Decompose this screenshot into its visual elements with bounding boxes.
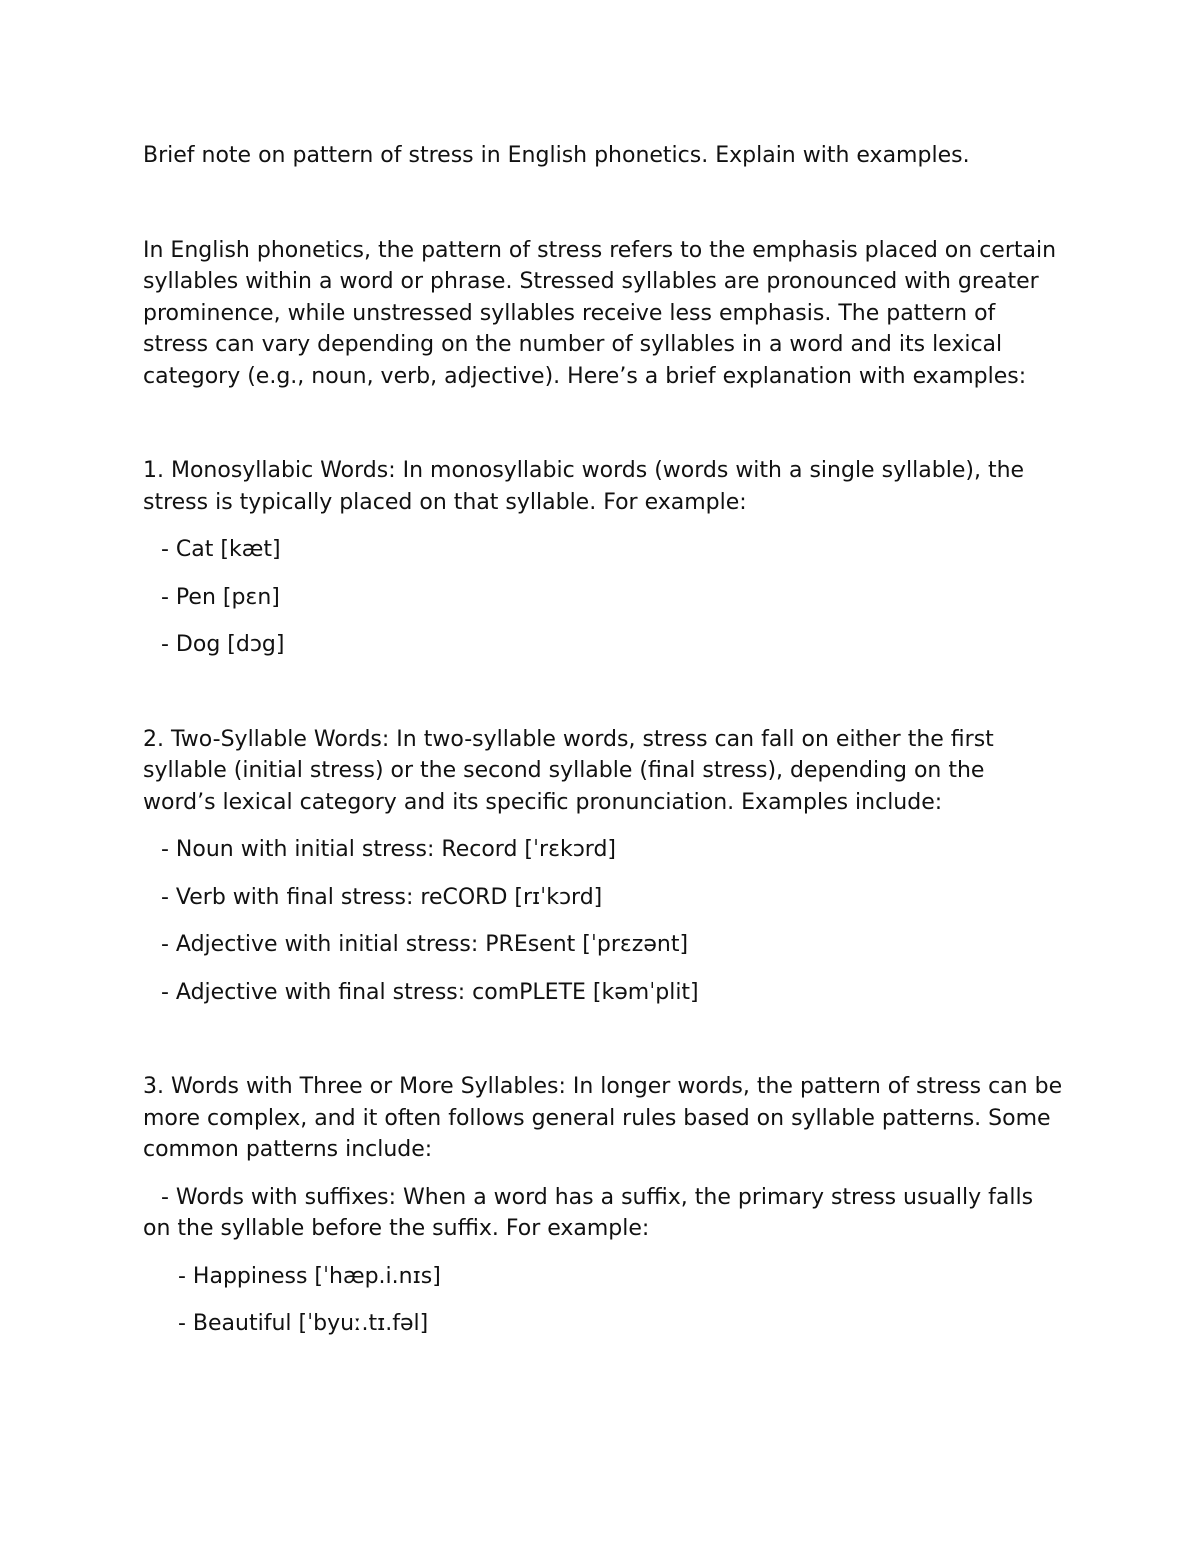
section-heading: 1. Monosyllabic Words: In monosyllabic words (words with a single syllable), the stress is typically placed on that syllable. For example: [143,458,1025,515]
example-item: - Dog [dɔg] [161,632,285,657]
example-item: - Pen [pɛn] [161,584,280,610]
example-item: - Adjective with initial stress: PREsent [ˈprɛzənt] [161,932,689,957]
suffix-rule: - Words with suffixes: When a word has a suffix, the primary stress usually falls on the syllable before the suffix. For example: [143,1184,1034,1241]
example-item: - Cat [kæt] [161,537,281,562]
section-two-syllable [143,724,1063,1009]
example-item: - Happiness [ˈhæp.i.nɪs] [178,1263,441,1289]
spacer [143,1024,1063,1071]
section-heading: 3. Words with Three or More Syllables: In longer words, the pattern of stress can be more complex, and it often follows general rules based on syllable patterns. Some common patterns include: [143,1074,1063,1162]
spacer [143,677,1063,724]
section-monosyllabic [143,455,1063,661]
intro-paragraph: In English phonetics, the pattern of stress refers to the emphasis placed on certain syllables within a word or phrase. Stressed syllables are pronounced with greater prominence, while unstressed syllables receive less emphasis. The pattern of stress can vary depending on the number of syllables in a word and its lexical category (e.g., noun, verb, adjective). Here’s a brief explanation with examples: [143,237,1057,389]
section-heading: 2. Two-Syllable Words: In two-syllable words, stress can fall on either the first syllable (initial stress) or the second syllable (final stress), depending on the word’s lexical category and its specific pronunciation. Examples include: [143,726,994,815]
example-item: - Adjective with final stress: comPLETE [kəmˈplit] [161,979,699,1005]
document-title: Brief note on pattern of stress in English phonetics. Explain with examples. [143,143,970,168]
document-page [143,140,1063,1356]
example-item: - Verb with final stress: reCORD [rɪˈkɔrd] [161,884,603,910]
example-item: - Noun with initial stress: Record [ˈrɛkɔrd] [161,837,617,862]
section-three-or-more [143,1071,1063,1340]
example-item: - Beautiful [ˈbyuː.tɪ.fəl] [178,1311,429,1336]
